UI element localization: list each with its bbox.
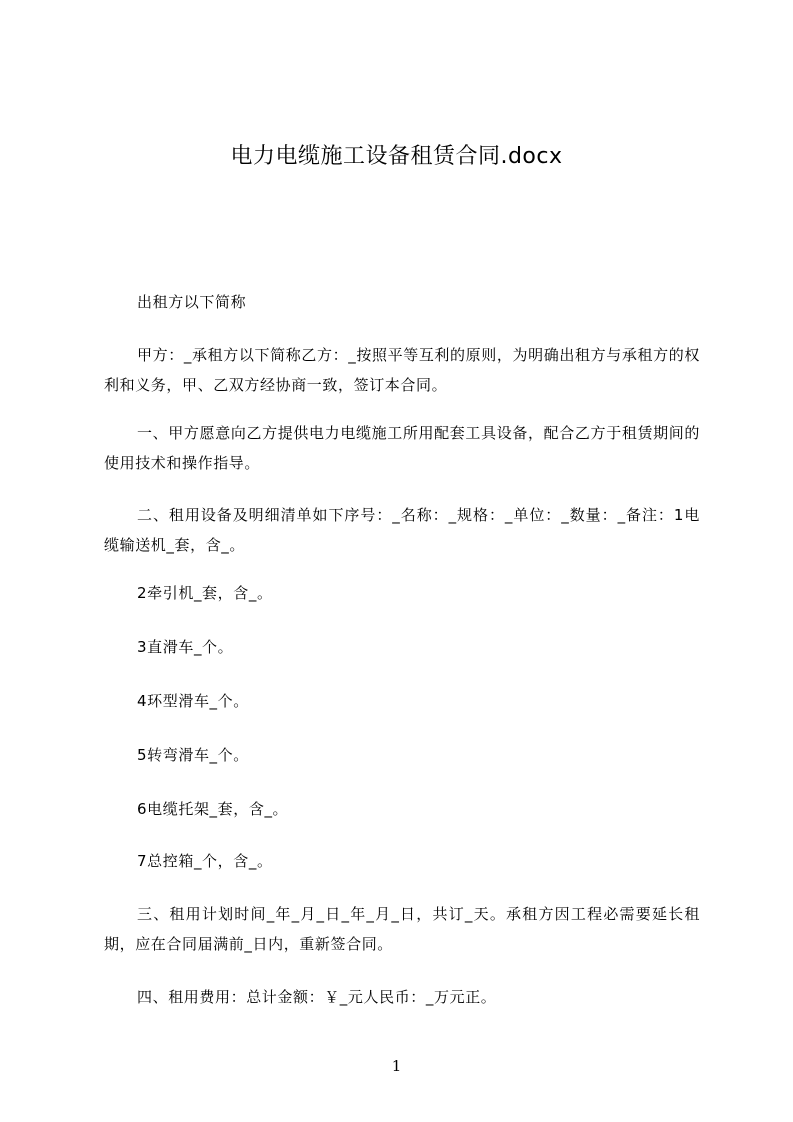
paragraph-item-6: 6电缆托架_套，含_。 xyxy=(137,800,289,818)
paragraph-lessor-intro: 出租方以下简称 xyxy=(137,293,247,311)
paragraph-item-2: 2牵引机_套，含_。 xyxy=(137,584,273,602)
paragraph-item-3: 3直滑车_个。 xyxy=(137,638,234,656)
paragraph-clause-1: 一、甲方愿意向乙方提供电力电缆施工所用配套工具设备，配合乙方于租赁期间的使用技术和操作指导。 xyxy=(104,424,700,472)
paragraph-clause-3: 三、租用计划时间_年_月_日_年_月_日，共订_天。承租方因工程必需要延长租期，应在合同届满前_日内，重新签合同。 xyxy=(104,905,700,953)
paragraph-item-4: 4环型滑车_个。 xyxy=(137,692,249,710)
paragraph-item-5: 5转弯滑车_个。 xyxy=(137,746,249,764)
paragraph-parties: 甲方：_承租方以下简称乙方：_按照平等互利的原则，为明确出租方与承租方的权利和义务，甲、乙双方经协商一致，签订本合同。 xyxy=(104,346,700,394)
paragraph-clause-2: 二、租用设备及明细清单如下序号：_名称：_规格：_单位：_数量：_备注：1电缆输送机_套，含_。 xyxy=(104,506,700,554)
paragraph-clause-4: 四、租用费用：总计金额：￥_元人民币：_万元正。 xyxy=(137,988,497,1006)
document-title: 电力电缆施工设备租赁合同.docx xyxy=(230,144,563,169)
page-number: 1 xyxy=(391,1057,402,1075)
paragraph-item-7: 7总控箱_个，含_。 xyxy=(137,852,273,870)
